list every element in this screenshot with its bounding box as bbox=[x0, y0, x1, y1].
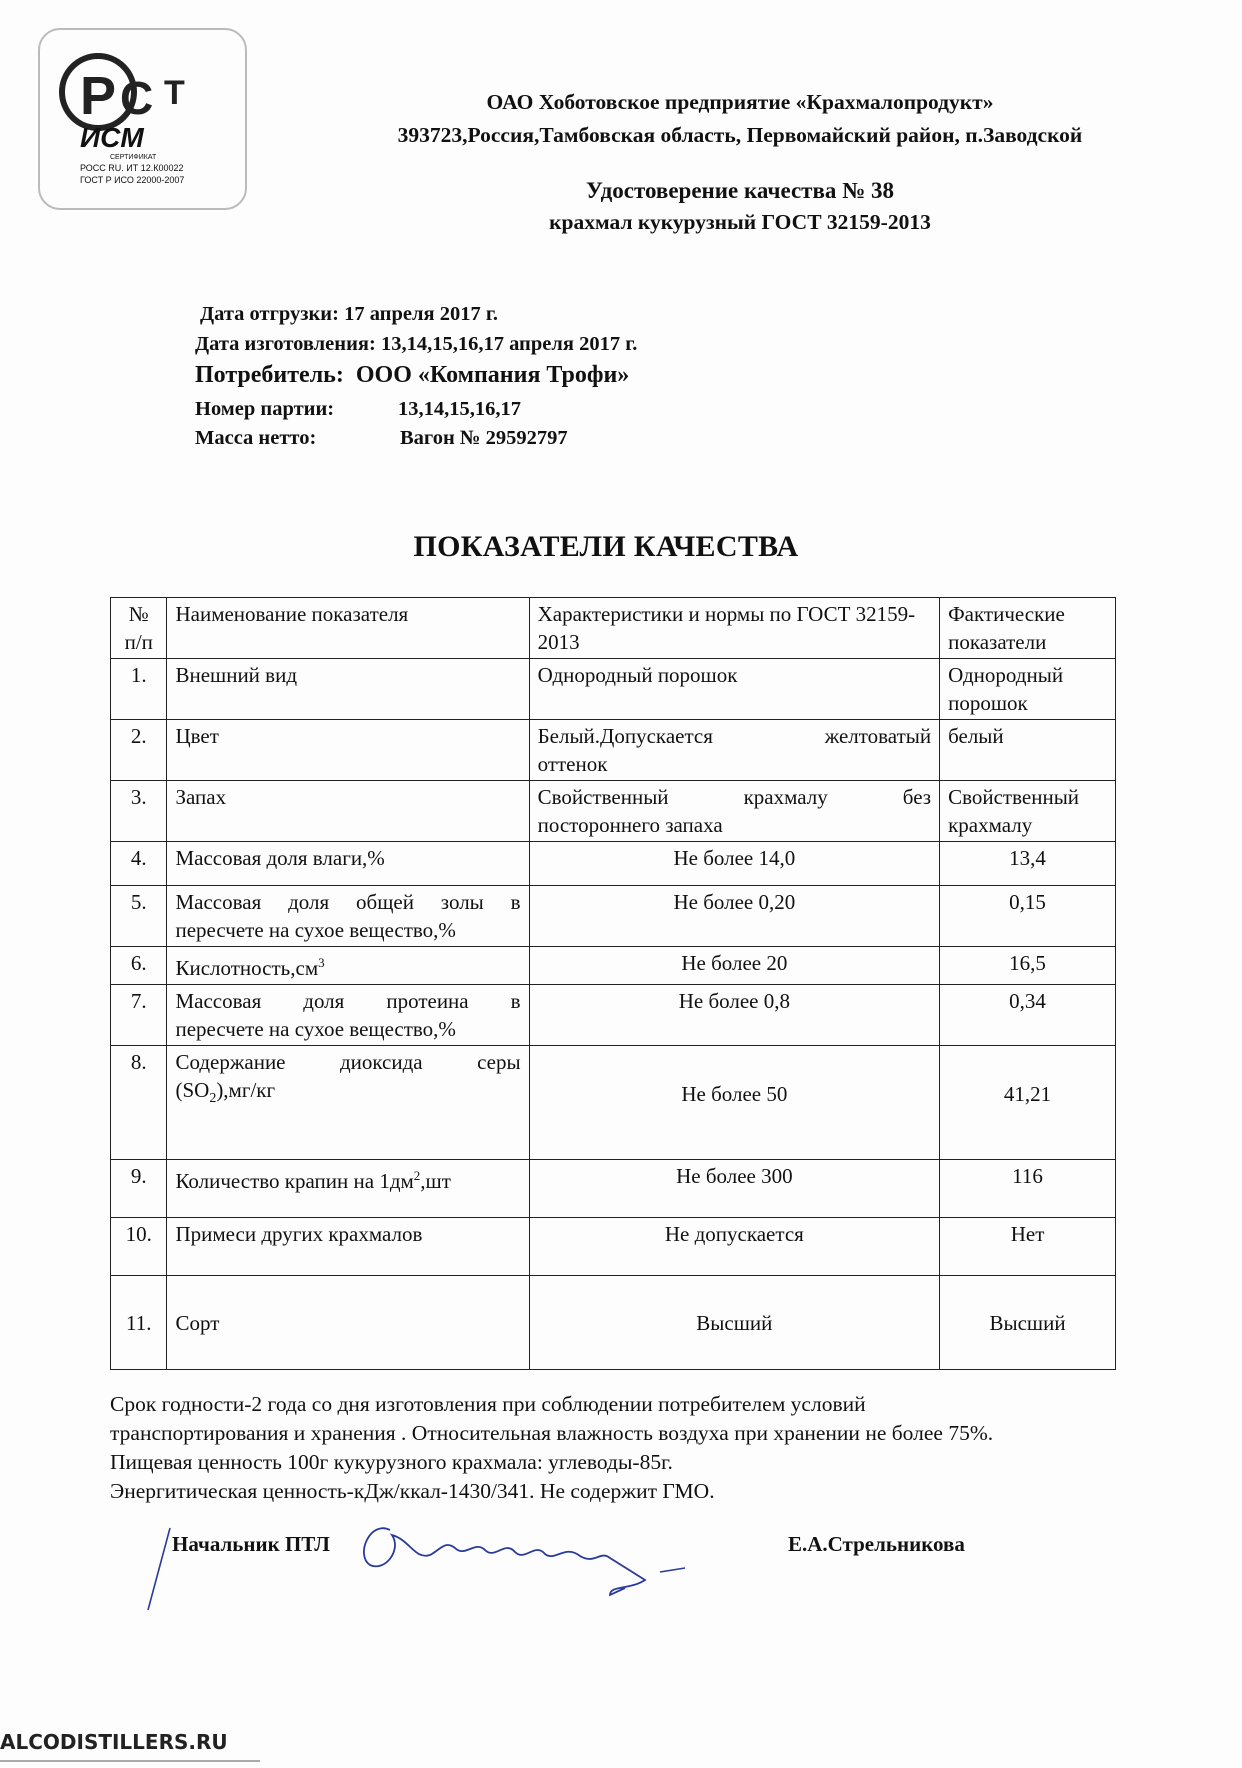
row-actual: 0,15 bbox=[940, 886, 1116, 947]
notes bbox=[110, 1390, 1190, 1506]
table-row bbox=[111, 886, 1116, 947]
note-line: Срок годности-2 года со дня изготовления при соблюдении потребителем условий bbox=[110, 1392, 866, 1416]
row-actual: Свойственный крахмалу bbox=[940, 781, 1116, 842]
row-actual: Нет bbox=[940, 1218, 1116, 1276]
logo-cert-standard: ГОСТ Р ИСО 22000-2007 bbox=[80, 175, 185, 185]
svg-text:С: С bbox=[120, 72, 154, 124]
company-name: ОАО Хоботовское предприятие «Крахмалопродукт» bbox=[486, 90, 994, 114]
row-name-part: Массовая доля протеина в bbox=[175, 989, 521, 1013]
row-name: Внешний вид bbox=[167, 659, 529, 720]
site-watermark: ALCODISTILLERS.RU bbox=[0, 1730, 228, 1754]
row-norm bbox=[529, 720, 940, 781]
row-name bbox=[167, 886, 529, 947]
signature-name: Е.А.Стрельникова bbox=[788, 1532, 965, 1556]
table-row bbox=[111, 985, 1116, 1046]
row-number: 1. bbox=[111, 659, 167, 720]
batch-number-value: 13,14,15,16,17 bbox=[398, 398, 521, 420]
row-norm: Не более 0,8 bbox=[529, 985, 940, 1046]
row-name-text: Количество крапин на 1дм bbox=[175, 1169, 414, 1193]
table-row bbox=[111, 842, 1116, 886]
row-norm-part: оттенок bbox=[537, 752, 608, 776]
net-mass-value: Вагон № 29592797 bbox=[400, 427, 568, 449]
row-number: 3. bbox=[111, 781, 167, 842]
row-norm: Не более 300 bbox=[529, 1160, 940, 1218]
row-actual: 16,5 bbox=[940, 947, 1116, 985]
row-name: Цвет bbox=[167, 720, 529, 781]
row-name: Сорт bbox=[167, 1276, 529, 1370]
consumer-label: Потребитель: bbox=[195, 362, 344, 388]
row-name-text: ,шт bbox=[420, 1169, 451, 1193]
row-name bbox=[167, 1160, 529, 1218]
header-number: № п/п bbox=[111, 598, 167, 659]
table-row bbox=[111, 1160, 1116, 1218]
table-row bbox=[111, 781, 1116, 842]
row-norm-part: желтоватый bbox=[824, 724, 932, 748]
svg-text:Т: Т bbox=[164, 74, 185, 112]
company-address: 393723,Россия,Тамбовская область, Первомайский район, п.Заводской bbox=[397, 123, 1083, 147]
shipment-date: Дата отгрузки: 17 апреля 2017 г. bbox=[200, 303, 498, 325]
note-line: Энергитическая ценность-кДж/ккал-1430/341. Не содержит ГМО. bbox=[110, 1479, 715, 1503]
row-norm-part: Белый.Допускается bbox=[537, 724, 713, 748]
signature-icon bbox=[140, 1510, 740, 1620]
row-norm bbox=[529, 781, 940, 842]
table-row bbox=[111, 1218, 1116, 1276]
row-number: 7. bbox=[111, 985, 167, 1046]
certification-logo bbox=[38, 28, 247, 210]
production-date: Дата изготовления: 13,14,15,16,17 апреля 2017 г. bbox=[195, 333, 638, 355]
row-norm: Не более 0,20 bbox=[529, 886, 940, 947]
row-actual: Однородный порошок bbox=[940, 659, 1116, 720]
watermark-divider bbox=[0, 1760, 260, 1762]
row-number: 11. bbox=[111, 1276, 167, 1370]
table-row bbox=[111, 947, 1116, 985]
table-row bbox=[111, 1276, 1116, 1370]
header-name: Наименование показателя bbox=[167, 598, 529, 659]
row-norm: Не более 20 bbox=[529, 947, 940, 985]
svg-text:Р: Р bbox=[80, 66, 117, 126]
row-norm: Однородный порошок bbox=[529, 659, 940, 720]
row-actual: 13,4 bbox=[940, 842, 1116, 886]
row-norm: Не более 14,0 bbox=[529, 842, 940, 886]
header-actual: Фактические показатели bbox=[940, 598, 1116, 659]
row-norm: Не допускается bbox=[529, 1218, 940, 1276]
row-name-part: Массовая доля общей золы в bbox=[175, 890, 521, 914]
row-name: Массовая доля влаги,% bbox=[167, 842, 529, 886]
header-norm: Характеристики и нормы по ГОСТ 32159-2013 bbox=[529, 598, 940, 659]
table-header-row bbox=[111, 598, 1116, 659]
row-norm-part: Свойственный крахмалу без bbox=[537, 785, 932, 809]
signature-position: Начальник ПТЛ bbox=[172, 1532, 330, 1556]
row-number: 5. bbox=[111, 886, 167, 947]
row-name-text: (SO bbox=[175, 1078, 210, 1102]
row-name-sub: 2 bbox=[209, 1091, 217, 1107]
row-actual: 41,21 bbox=[940, 1046, 1116, 1160]
row-number: 9. bbox=[111, 1160, 167, 1218]
note-line: транспортирования и хранения . Относительная влажность воздуха при хранении не более 75%. bbox=[110, 1421, 994, 1445]
certificate-title: Удостоверение качества № 38 bbox=[585, 178, 894, 203]
row-actual: 116 bbox=[940, 1160, 1116, 1218]
row-name-text: Кислотность,см bbox=[175, 956, 319, 980]
row-actual: 0,34 bbox=[940, 985, 1116, 1046]
row-name bbox=[167, 985, 529, 1046]
row-number: 8. bbox=[111, 1046, 167, 1160]
row-norm-part: постороннего запаха bbox=[537, 813, 723, 837]
row-name-text: ),мг/кг bbox=[216, 1078, 276, 1102]
quality-table bbox=[110, 597, 1116, 1370]
batch-number-label: Номер партии: bbox=[195, 398, 335, 420]
row-name: Примеси других крахмалов bbox=[167, 1218, 529, 1276]
row-name bbox=[167, 1046, 529, 1160]
row-number: 6. bbox=[111, 947, 167, 985]
row-actual: Высший bbox=[940, 1276, 1116, 1370]
note-line: Пищевая ценность 100г кукурузного крахмала: углеводы-85г. bbox=[110, 1450, 673, 1474]
company-header bbox=[320, 86, 1160, 152]
logo-cert-number: РОСС RU. ИТ 12.К00022 bbox=[80, 163, 184, 173]
row-name-sup: 3 bbox=[318, 955, 325, 970]
row-norm: Не более 50 bbox=[529, 1046, 940, 1160]
logo-cert-label: СЕРТИФИКАТ bbox=[110, 154, 157, 161]
certificate-subtitle: крахмал кукурузный ГОСТ 32159-2013 bbox=[549, 210, 931, 234]
row-name bbox=[167, 947, 529, 985]
row-name-part bbox=[175, 1076, 520, 1113]
row-number: 2. bbox=[111, 720, 167, 781]
row-name-part: пересчете на сухое вещество,% bbox=[175, 1017, 456, 1041]
row-actual: белый bbox=[940, 720, 1116, 781]
logo-ism-text: ИСМ bbox=[80, 122, 144, 153]
row-name-part: пересчете на сухое вещество,% bbox=[175, 918, 456, 942]
row-number: 10. bbox=[111, 1218, 167, 1276]
net-mass-label: Масса нетто: bbox=[195, 427, 317, 449]
table-row bbox=[111, 659, 1116, 720]
row-name: Запах bbox=[167, 781, 529, 842]
row-name-part: Содержание диоксида серы bbox=[175, 1050, 521, 1074]
row-name-sup: 2 bbox=[413, 1168, 421, 1183]
consumer-line bbox=[195, 362, 629, 389]
quality-heading: ПОКАЗАТЕЛИ КАЧЕСТВА bbox=[413, 530, 799, 563]
table-row bbox=[111, 1046, 1116, 1160]
consumer-value: ООО «Компания Трофи» bbox=[355, 362, 630, 388]
row-norm: Высший bbox=[529, 1276, 940, 1370]
row-number: 4. bbox=[111, 842, 167, 886]
table-row bbox=[111, 720, 1116, 781]
